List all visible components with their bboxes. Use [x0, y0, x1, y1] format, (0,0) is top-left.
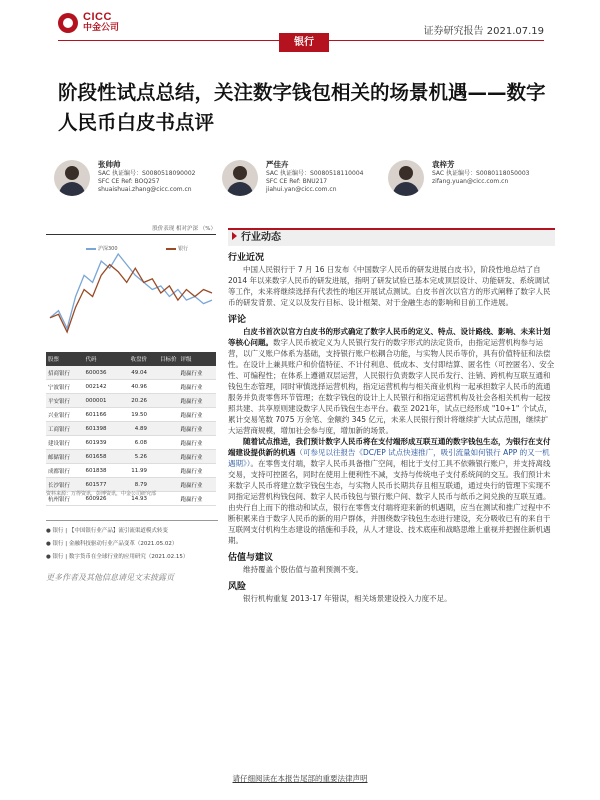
- table-row: [46, 394, 216, 408]
- table-row: [46, 380, 216, 394]
- heading-recent: 行业近况: [228, 253, 265, 263]
- related-reports: [46, 520, 218, 566]
- table-header-cell: 收盘价: [119, 352, 149, 366]
- table-cell: 002142: [83, 380, 119, 394]
- table-cell: 600036: [83, 366, 119, 380]
- table-cell: 跑赢行业: [179, 450, 217, 464]
- table-cell: 跑赢行业: [179, 366, 217, 380]
- table-cell: 20.26: [119, 394, 149, 408]
- paragraph-risk: 银行机构重复 2013-17 年错误，相关场景建设投入力度不足。: [243, 594, 452, 603]
- series-line-1: [50, 265, 212, 332]
- table-cell: 建设银行: [46, 436, 83, 450]
- table-header-cell: 评级: [179, 352, 217, 366]
- table-cell: 长沙银行: [46, 478, 83, 492]
- report-link[interactable]: （可参见以往报告《DC/EP 试点快速推广，吸引流量如何银行 APP 的又一机遇期》）: [228, 448, 550, 468]
- table-cell: 000001: [83, 394, 119, 408]
- para-bold: 白皮书首次以官方白皮书的形式确定了数字人民币的定义、特点、设计路线、影响、未来计划等核心问题。: [228, 327, 551, 347]
- cicc-logo: [58, 12, 119, 34]
- stock-table: [46, 352, 216, 506]
- table-cell: 兴业银行: [46, 408, 83, 422]
- table-source-note: 资料来源：万得资讯，彭博资讯，中金公司研究部: [46, 491, 157, 497]
- table-cell: [149, 380, 179, 394]
- table-cell: 601166: [83, 408, 119, 422]
- table-cell: 跑赢行业: [179, 478, 217, 492]
- analyst-name: 严佳卉: [266, 160, 289, 169]
- table-cell: 招商银行: [46, 366, 83, 380]
- table-cell: 49.04: [119, 366, 149, 380]
- related-report-item[interactable]: ● 银行 | 金融科技驱动行业产品变革（2021.05.02）: [46, 541, 178, 547]
- table-cell: 跑赢行业: [179, 492, 217, 506]
- heading-comment: 评论: [228, 315, 247, 325]
- analyst-email[interactable]: shuaishuai.zhang@cicc.com.cn: [98, 186, 192, 193]
- main-content: [228, 228, 555, 604]
- analyst-sac: SAC 执证编号：S0080118050003: [432, 170, 530, 177]
- analyst-sfc: SFC CE Ref: BOQ257: [98, 178, 160, 185]
- analyst-sfc: SFC CE Ref: BNU217: [266, 178, 328, 185]
- logo-en: CICC: [83, 11, 112, 23]
- paragraph-comment-1: [228, 326, 555, 436]
- table-cell: 工商银行: [46, 422, 83, 436]
- table-cell: 跑赢行业: [179, 464, 217, 478]
- table-row: [46, 422, 216, 436]
- legend-label: 沪深300: [98, 246, 118, 252]
- table-cell: [149, 422, 179, 436]
- analyst-photo-1: [54, 160, 90, 196]
- table-cell: [149, 436, 179, 450]
- paragraph-comment-2: [228, 436, 555, 546]
- table-cell: [149, 366, 179, 380]
- analyst-name: 张帅帅: [98, 160, 121, 169]
- table-cell: 600926: [83, 492, 119, 506]
- table-cell: 40.96: [119, 380, 149, 394]
- table-cell: 跑赢行业: [179, 394, 217, 408]
- table-cell: 杭州银行: [46, 492, 83, 506]
- table-row: [46, 436, 216, 450]
- logo-cn: 中金公司: [83, 23, 120, 33]
- footer-disclaimer-link[interactable]: 请仔细阅读在本报告尾部的重要法律声明: [232, 774, 368, 783]
- table-cell: 6.08: [119, 436, 149, 450]
- table-cell: [149, 464, 179, 478]
- table-header-cell: 目标价: [149, 352, 179, 366]
- heading-estimate: 估值与建议: [228, 553, 274, 563]
- table-cell: 601939: [83, 436, 119, 450]
- table-row: [46, 450, 216, 464]
- table-cell: 跑赢行业: [179, 422, 217, 436]
- more-authors-note: 更多作者及其他信息请见文末披露页: [46, 573, 174, 582]
- table-cell: 11.99: [119, 464, 149, 478]
- line-chart-svg: [46, 238, 216, 338]
- table-row: [46, 408, 216, 422]
- table-cell: 平安银行: [46, 394, 83, 408]
- table-row: [46, 464, 216, 478]
- sector-tag: 银行: [279, 33, 329, 52]
- para-text: 。在零售支付端，数字人民币具备推广空间，相比于支付工具不依赖银行账户，并支持离线交易，支持可控匿名，同时在使用上便利性不减，支持与传统电子支付系统间的交互。我们预计未来数字人民币将建立数字钱包生态，与实物人民币长期共存且相互联通，通过央行的管理下实现不同指定运营机构钱包间、数字人民币钱包与银行账户间、数字人民币与纸币之间兑换的互联互通。由央行自上而下的推动和试点，银行在零售支付端将迎来新的机遇期，应当在测试和推广过程中不断积累来自于数字人民币的新的用户群体，并围绕数字钱包生态进行建设，充分吸收已有的来自于互联网支付机构生态建设的措施和手段，从人才建设、技术底座和战略思维上重视并把握住新机遇期。: [228, 459, 551, 545]
- table-cell: 5.26: [119, 450, 149, 464]
- table-cell: 601398: [83, 422, 119, 436]
- table-cell: 14.93: [119, 492, 149, 506]
- table-cell: 19.50: [119, 408, 149, 422]
- table-cell: [149, 450, 179, 464]
- analyst-photo-2: [222, 160, 258, 196]
- table-cell: 4.89: [119, 422, 149, 436]
- table-cell: 601838: [83, 464, 119, 478]
- paragraph-recent: 中国人民银行于 7 月 16 日发布《中国数字人民币的研发进展白皮书》，阶段性地总结了自 2014 年以来数字人民币的研发进展，指明了研发试验已基本完成顶层设计、功能研发、系统调试等工作，未来将继续选择有代表性的地区开展试点测试。白皮书首次以官方的形式阐释了数字人民币的研发背景、定义以及发行目标、设计框架、对于金融生态的影响和目前工作进展。: [228, 265, 551, 307]
- table-cell: 跑赢行业: [179, 380, 217, 394]
- table-cell: [149, 394, 179, 408]
- heading-risk: 风险: [228, 582, 247, 592]
- report-type-date: 证券研究报告 2021.07.19: [423, 26, 544, 37]
- table-cell: 邮储银行: [46, 450, 83, 464]
- cicc-logo-mark: [58, 13, 78, 33]
- report-title: 阶段性试点总结，关注数字钱包相关的场景机遇——数字人民币白皮书点评: [58, 81, 546, 134]
- analyst-email[interactable]: zifang.yuan@cicc.com.cn: [432, 178, 509, 185]
- section-title: 行业动态: [228, 228, 555, 246]
- analyst-photo-3: [388, 160, 424, 196]
- paragraph-estimate: 维持覆盖个股估值与盈利预测不变。: [243, 565, 363, 574]
- table-cell: 跑赢行业: [179, 436, 217, 450]
- chart-header: 股价表现 相对沪深 （%）: [46, 224, 216, 235]
- table-cell: 跑赢行业: [179, 408, 217, 422]
- para-bold: 随着试点推进，我们预计数字人民币将在支付端形成互联互通的数字钱包生态，为银行在支付端建设提供新的机遇: [228, 437, 551, 457]
- table-header-cell: 股票: [46, 352, 83, 366]
- table-row: [46, 366, 216, 380]
- table-cell: 8.79: [119, 478, 149, 492]
- analyst-name: 袁梓芳: [432, 160, 455, 169]
- table-cell: 成都银行: [46, 464, 83, 478]
- table-cell: 601658: [83, 450, 119, 464]
- analyst-sac: SAC 执证编号：S0080518090002: [98, 170, 196, 177]
- analyst-email[interactable]: jiahui.yan@cicc.com.cn: [266, 186, 337, 193]
- table-header-cell: 代码: [83, 352, 119, 366]
- analyst-sac: SAC 执证编号：S0080518110004: [266, 170, 364, 177]
- stock-performance-chart: [46, 224, 216, 339]
- related-report-item[interactable]: ● 银行 | 数字货币在全球行业的应用研究（2021.02.15）: [46, 554, 189, 560]
- related-report-item[interactable]: ● 银行 | 【中国银行业产品】流引流渠道模式转变: [46, 528, 168, 534]
- legend-label: 银行: [178, 246, 189, 252]
- table-cell: 601577: [83, 478, 119, 492]
- table-cell: [149, 408, 179, 422]
- para-text: 数字人民币被定义为人民银行发行的数字形式的法定货币，由指定运营机构参与运营，以广义账户体系为基础，支持银行账户松耦合功能，与实物人民币等价，具有价值特征和法偿性。在设计上兼具账户和价值特征、不计付利息、低成本、支付即结算、匿名性（可控匿名）、安全性、可编程性；在体系上遵循双层运营，人民银行负责数字人民币发行、注销、跨机构互联互通和钱包生态管理，同时审慎选择运营机构，指定运营机构与相关商业机构一起承担数字人民币的流通服务并负责零售环节管理；在数字钱包的设计上人民银行和指定运营机构及社会各相关机构一起按照共建、共享原则建设数字人民币钱包生态平台。截至 2021年，试点已经形成 "10+1" 个试点，累计交易笔数 7075 万余笔、金额约 345 亿元，未来人民银行预计将继续扩大试点范围，继续扩大运营商规模，增加社会参与度，增加新的场景。: [228, 338, 555, 435]
- table-cell: 宁波银行: [46, 380, 83, 394]
